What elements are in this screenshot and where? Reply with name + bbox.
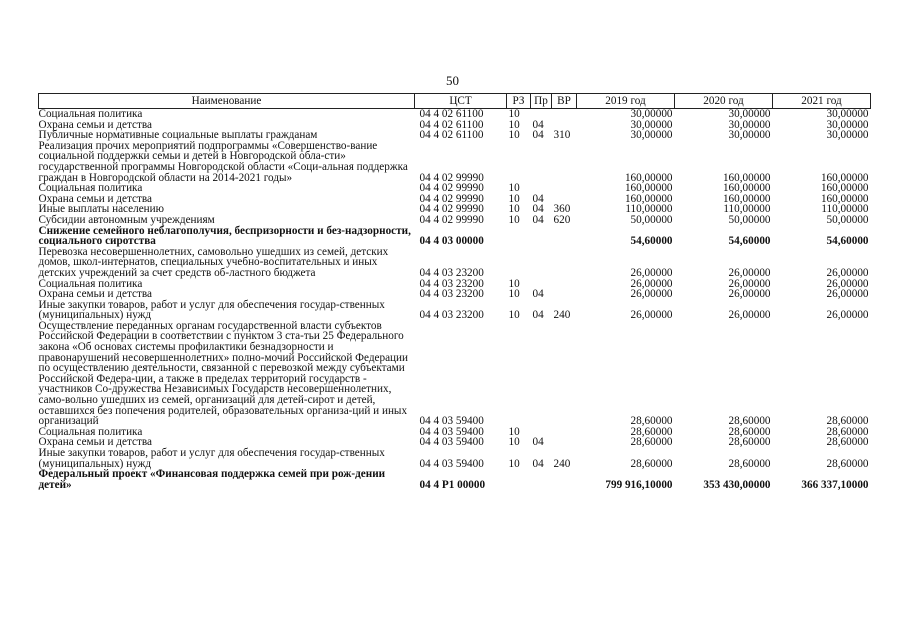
row-value-2020: 26,00000 [728, 277, 771, 290]
row-value-2020: 28,60000 [728, 425, 771, 438]
row-rz: 10 [508, 457, 520, 470]
row-value-2021: 160,00000 [820, 182, 869, 195]
row-vr: 620 [553, 213, 571, 226]
row-rz [507, 247, 531, 279]
col-header-2020: 2020 год [675, 94, 773, 109]
row-value-2020: 30,00000 [728, 108, 771, 120]
col-header-2019: 2019 год [577, 94, 675, 109]
row-rz: 10 [508, 436, 520, 449]
row-name: Федеральный проект «Финансовая поддержка семей при рож-дении детей» [38, 468, 386, 491]
row-value-2020: 353 430,00000 [703, 478, 771, 491]
row-rz: 10 [508, 192, 520, 205]
row-pr: 04 [532, 457, 544, 470]
row-value-2021: 110,00000 [821, 203, 869, 216]
row-vr [552, 437, 577, 448]
table-row [39, 300, 871, 321]
table-row [39, 247, 871, 279]
row-value-2019: 110,00000 [625, 203, 673, 216]
row-value-2020: 26,00000 [728, 288, 771, 301]
row-value-2021: 28,60000 [826, 415, 869, 428]
row-value-2019: 28,60000 [630, 425, 673, 438]
row-value-2019: 160,00000 [624, 192, 673, 205]
row-rz: 10 [508, 425, 520, 438]
row-rz: 10 [508, 129, 520, 142]
row-value-2021: 28,60000 [826, 436, 869, 449]
row-name: Социальная политика [38, 108, 143, 120]
row-rz: 10 [508, 203, 520, 216]
row-value-2021: 160,00000 [820, 171, 869, 184]
row-rz: 10 [508, 277, 520, 290]
table-row [39, 215, 871, 226]
row-value-2019: 30,00000 [630, 129, 673, 142]
row-pr: 04 [532, 213, 544, 226]
row-value-2021: 26,00000 [826, 288, 869, 301]
row-value-2020: 28,60000 [728, 436, 771, 449]
row-pr [531, 321, 552, 427]
row-value-2019: 160,00000 [624, 182, 673, 195]
row-vr [552, 469, 577, 490]
row-vr: 310 [553, 129, 571, 142]
row-value-2021: 30,00000 [826, 108, 869, 120]
table-row [39, 109, 871, 120]
row-value-2019: 26,00000 [630, 266, 673, 279]
row-pr [531, 109, 552, 120]
row-value-2021: 50,00000 [826, 213, 869, 226]
row-value-2020: 30,00000 [728, 129, 771, 142]
row-value-2020: 160,00000 [722, 182, 771, 195]
row-value-2019: 54,60000 [630, 235, 673, 248]
row-name: Охрана семьи и детства [38, 192, 152, 205]
row-pr [531, 247, 552, 279]
row-value-2019: 50,00000 [630, 213, 673, 226]
row-name: Охрана семьи и детства [38, 118, 152, 131]
row-rz [507, 226, 531, 247]
row-cst: 04 4 03 59400 [419, 415, 484, 428]
row-cst: 04 4 03 59400 [419, 457, 484, 470]
row-value-2021: 26,00000 [826, 309, 869, 322]
row-pr [531, 226, 552, 247]
row-value-2019: 26,00000 [630, 309, 673, 322]
row-name: Социальная политика [38, 425, 143, 438]
row-pr: 04 [532, 436, 544, 449]
row-rz [507, 469, 531, 490]
row-pr: 04 [532, 309, 544, 322]
row-pr: 04 [532, 129, 544, 142]
row-value-2019: 28,60000 [630, 415, 673, 428]
row-rz: 10 [508, 288, 520, 301]
row-value-2019: 26,00000 [630, 277, 673, 290]
row-pr: 04 [532, 288, 544, 301]
row-vr [552, 226, 577, 247]
row-value-2021: 366 337,10000 [801, 478, 869, 491]
row-vr [552, 289, 577, 300]
row-name: Социальная политика [38, 182, 143, 195]
row-cst: 04 4 P1 00000 [419, 478, 486, 491]
row-rz: 10 [508, 118, 520, 131]
col-header-vr: ВР [552, 94, 577, 109]
row-pr: 04 [532, 192, 544, 205]
row-cst: 04 4 02 99990 [419, 213, 484, 226]
row-pr [531, 469, 552, 490]
row-cst: 04 4 02 99990 [419, 182, 484, 195]
row-name: Публичные нормативные социальные выплаты гражданам [38, 129, 318, 142]
row-vr [552, 427, 577, 438]
row-value-2019: 30,00000 [630, 108, 673, 120]
row-name: Перевозка несовершеннолетних, самовольно ушедших из семей, детских домов, школ-интернатов, специальных учебно-воспитательных и иных детских учреждений за счет средств об-ластного бюджета [38, 245, 389, 279]
row-cst: 04 4 03 23200 [419, 309, 484, 322]
row-cst: 04 4 03 59400 [419, 436, 484, 449]
row-value-2020: 30,00000 [728, 118, 771, 131]
row-value-2021: 30,00000 [826, 118, 869, 131]
row-rz [507, 141, 531, 183]
row-value-2020: 26,00000 [728, 266, 771, 279]
row-pr: 04 [532, 203, 544, 216]
row-rz: 10 [508, 182, 520, 195]
row-cst: 04 4 03 59400 [419, 425, 484, 438]
row-vr [552, 279, 577, 290]
row-value-2021: 26,00000 [826, 277, 869, 290]
row-value-2019: 26,00000 [630, 288, 673, 301]
row-value-2021: 30,00000 [826, 129, 869, 142]
row-cst: 04 4 02 61100 [419, 129, 484, 142]
row-name: Охрана семьи и детства [38, 436, 152, 449]
row-value-2021: 28,60000 [826, 425, 869, 438]
row-vr [552, 247, 577, 279]
budget-table [38, 93, 871, 490]
row-cst: 04 4 02 99990 [419, 203, 484, 216]
row-value-2019: 160,00000 [624, 171, 673, 184]
table-body [39, 109, 871, 491]
row-value-2021: 28,60000 [826, 457, 869, 470]
row-value-2021: 26,00000 [826, 266, 869, 279]
row-rz: 10 [508, 213, 520, 226]
table-row [39, 226, 871, 247]
row-value-2019: 799 916,10000 [605, 478, 673, 491]
row-cst: 04 4 03 23200 [419, 277, 484, 290]
row-vr [552, 141, 577, 183]
row-name: Иные закупки товаров, работ и услуг для обеспечения государ-ственных (муниципальных) нужд [38, 447, 385, 470]
row-value-2020: 54,60000 [728, 235, 771, 248]
row-cst: 04 4 03 23200 [419, 266, 484, 279]
col-header-name: Наименование [39, 94, 415, 109]
row-vr [552, 321, 577, 427]
row-value-2019: 28,60000 [630, 436, 673, 449]
row-value-2021: 160,00000 [820, 192, 869, 205]
table-header-row [39, 94, 871, 109]
row-name: Снижение семейного неблагополучия, беспризорности и без-надзорности, социального сиротства [38, 224, 411, 248]
row-cst: 04 4 02 99990 [419, 171, 484, 184]
row-value-2020: 160,00000 [722, 171, 771, 184]
row-rz [507, 321, 531, 427]
row-name: Осуществление переданных органам государственной власти субъектов Российской Федерации в соответствии с пунктом 3 ста-тьи 25 Федерального закона «Об основах системы профилактики безнадзорности и правонарушений несовершеннолетних» полно-мочий Российской Федерации по осуществлению деятельности, связанной с перевозкой между субъектами Российской Федера-ции, а также в пределах территорий государств - участников Со-дружества Независимых Государств несовершеннолетних, само-вольно ушедших из семей, организаций для детей-сирот и детей, оставшихся без попечения родителей, образовательных организа-ций и иных организаций [38, 319, 409, 428]
row-cst: 04 4 03 23200 [419, 288, 484, 301]
row-name: Реализация прочих мероприятий подпрограммы «Совершенство-вание социальной поддержки семьи и детей в Новгородской обла-сти» государственной программы Новгородской области «Соци-альная поддержка граждан в Новгородской области на 2014-2021 годы» [38, 139, 408, 184]
row-value-2020: 160,00000 [722, 192, 771, 205]
row-value-2019: 28,60000 [630, 457, 673, 470]
row-vr [552, 183, 577, 194]
row-cst: 04 4 02 61100 [419, 108, 484, 120]
col-header-rz: РЗ [507, 94, 531, 109]
row-name: Субсидии автономным учреждениям [38, 213, 215, 226]
row-value-2020: 110,00000 [723, 203, 771, 216]
row-cst: 04 4 02 99990 [419, 192, 484, 205]
table-row [39, 321, 871, 427]
row-vr: 360 [553, 203, 571, 216]
row-value-2021: 54,60000 [826, 235, 869, 248]
row-rz: 10 [508, 108, 520, 120]
row-cst: 04 4 03 00000 [419, 235, 484, 248]
col-header-cst: ЦСТ [415, 94, 507, 109]
row-name: Иные выплаты населению [38, 203, 164, 216]
col-header-pr: Пр [531, 94, 552, 109]
row-value-2019: 30,00000 [630, 118, 673, 131]
table-row [39, 448, 871, 469]
row-value-2020: 28,60000 [728, 415, 771, 428]
row-value-2020: 28,60000 [728, 457, 771, 470]
row-name: Охрана семьи и детства [38, 288, 152, 301]
row-pr [531, 141, 552, 183]
page-number: 50 [446, 73, 459, 88]
table-row [39, 141, 871, 183]
row-cst: 04 4 02 61100 [419, 118, 484, 131]
row-name: Социальная политика [38, 277, 143, 290]
row-vr: 240 [553, 309, 571, 322]
row-rz: 10 [508, 309, 520, 322]
row-value-2020: 26,00000 [728, 309, 771, 322]
row-name: Иные закупки товаров, работ и услуг для обеспечения государ-ственных (муниципальных) нужд [38, 298, 385, 322]
table-row [39, 469, 871, 490]
col-header-2021: 2021 год [773, 94, 871, 109]
row-value-2020: 50,00000 [728, 213, 771, 226]
row-pr: 04 [532, 118, 544, 131]
row-vr: 240 [553, 457, 571, 470]
row-vr [552, 109, 577, 120]
